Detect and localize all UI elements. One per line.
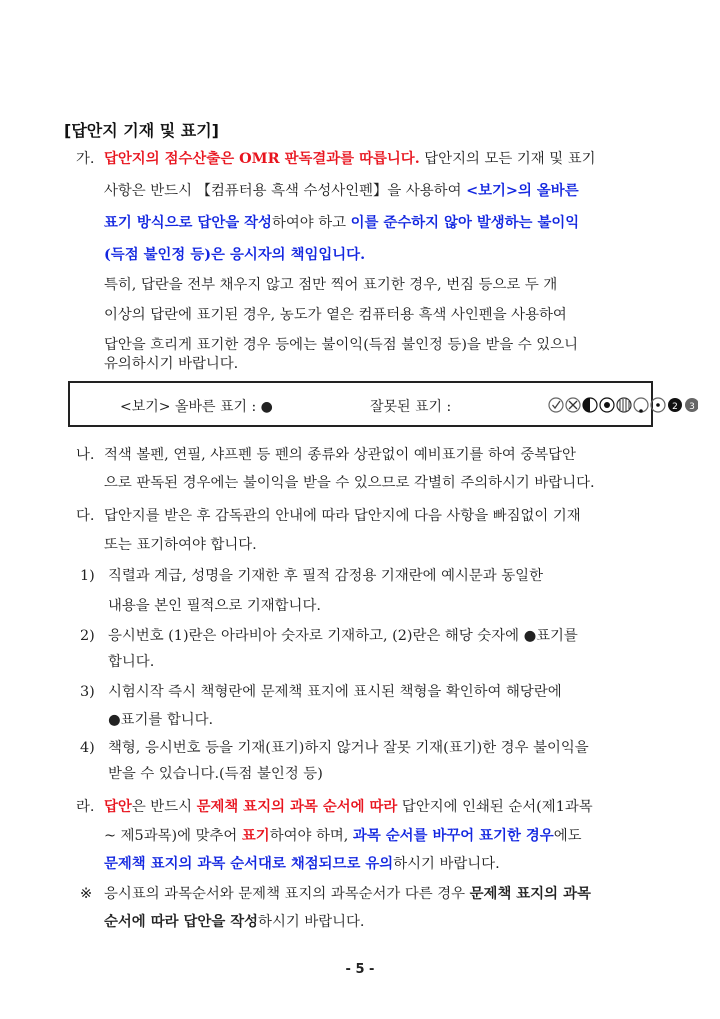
svg-text:3: 3 <box>689 402 695 412</box>
note-l1-text: 응시표의 과목순서와 문제책 표지의 과목순서가 다른 경우 <box>104 886 470 902</box>
ga-l3-highlight-a: 표기 방식으로 답안을 작성 <box>104 214 272 231</box>
ra-l2-text-a: ~ 제5과목)에 맞추어 <box>104 828 242 844</box>
ra-l1-highlight-a: 답안 <box>104 798 132 815</box>
da-item-3-line-2: ●표기를 합니다. <box>108 712 214 728</box>
ga-line-2 <box>104 181 579 201</box>
da-item-4-number: 4) <box>80 740 95 756</box>
na-line-1: 적색 볼펜, 연필, 샤프펜 등 펜의 종류와 상관없이 예비표기를 하여 중복답안 <box>104 447 576 463</box>
ra-marker: 라. <box>76 799 95 815</box>
ga-line-3 <box>104 213 579 233</box>
da-item-3-number: 3) <box>80 684 95 700</box>
ra-l2-highlight-b: 과목 순서를 바꾸어 표기한 경우 <box>352 827 554 844</box>
ga-l2-text: 사항은 반드시 【컴퓨터용 흑색 수성사인펜】을 사용하여 <box>104 183 467 199</box>
note-marker: ※ <box>80 886 93 902</box>
na-line-2: 으로 판독된 경우에는 불이익을 받을 수 있으므로 각별히 주의하시기 바랍니다. <box>104 475 595 491</box>
ra-l1-text-a: 은 반드시 <box>131 799 197 815</box>
ga-l3-highlight-b: 이를 준수하지 않아 발생하는 불이익 <box>350 214 580 231</box>
note-l2-bold: 순서에 따라 답안을 작성 <box>104 913 259 930</box>
ga-line-5: 특히, 답란을 전부 채우지 않고 점만 찍어 표기한 경우, 번짐 등으로 두 개 <box>104 277 558 293</box>
ga-l1-highlight: 답안지의 점수산출은 OMR 판독결과를 따릅니다. <box>104 150 420 167</box>
ga-line-7: 답안을 흐리게 표기한 경우 등에는 불이익(득점 불인정 등)을 받을 수 있으니 <box>104 337 579 353</box>
correct-mark-label: <보기> 올바른 표기 : ● <box>120 399 273 415</box>
marking-example-box <box>68 381 695 427</box>
svg-text:2: 2 <box>672 402 678 412</box>
ra-l2-text-c: 에도 <box>553 828 582 844</box>
ra-l3-highlight: 문제책 표지의 과목 순서대로 채점되므로 유의 <box>104 855 394 872</box>
note-line-1 <box>104 884 591 904</box>
ra-l3-text: 하시기 바랍니다. <box>393 856 500 872</box>
da-line-1: 답안지를 받은 후 감독관의 안내에 따라 답안지에 다음 사항을 빠짐없이 기재 <box>104 508 581 524</box>
ga-line-6: 이상의 답란에 표기된 경우, 농도가 옅은 컴퓨터용 흑색 사인펜을 사용하여 <box>104 307 567 323</box>
ra-l1-text-b: 답안지에 인쇄된 순서(제1과목 <box>397 799 593 815</box>
da-item-4-line-2: 받을 수 있습니다.(득점 불인정 등) <box>108 766 323 782</box>
da-item-4-line-1: 책형, 응시번호 등을 기재(표기)하지 않거나 잘못 기재(표기)한 경우 불이익을 <box>108 740 589 756</box>
da-item-2-number: 2) <box>80 628 95 644</box>
wrong-mark-label: 잘못된 표기 : <box>370 399 452 415</box>
ga-line-8: 유의하시기 바랍니다. <box>104 356 239 372</box>
da-item-2-line-1: 응시번호 (1)란은 아라비아 숫자로 기재하고, (2)란은 해당 숫자에 ●표기를 <box>108 628 578 644</box>
ga-line-1 <box>104 149 596 169</box>
wrong-marks-icon <box>548 395 698 415</box>
note-line-2 <box>104 912 365 932</box>
ga-l2-highlight: <보기>의 올바른 <box>466 182 579 199</box>
ga-l1-text: 답안지의 모든 기재 및 표기 <box>419 151 596 167</box>
na-marker: 나. <box>76 447 95 463</box>
ga-l3-text: 하여야 하고 <box>271 215 351 231</box>
ra-line-3 <box>104 854 500 874</box>
ra-l1-highlight-b: 문제책 표지의 과목 순서에 따라 <box>196 798 398 815</box>
da-item-2-line-2: 합니다. <box>108 654 155 670</box>
ra-l2-highlight-a: 표기 <box>241 827 270 844</box>
da-item-1-line-2: 내용을 본인 필적으로 기재합니다. <box>108 598 321 614</box>
da-item-1-line-1: 직렬과 계급, 성명을 기재한 후 필적 감정용 기재란에 예시문과 동일한 <box>108 568 543 584</box>
ga-line-4: (득점 불인정 등)은 응시자의 책임입니다. <box>104 246 366 263</box>
ra-line-2 <box>104 826 582 846</box>
ra-line-1 <box>104 797 593 817</box>
ga-marker: 가. <box>76 151 95 167</box>
da-item-1-number: 1) <box>80 568 95 584</box>
page-number: - 5 - <box>345 962 375 977</box>
da-marker: 다. <box>76 508 95 524</box>
note-l1-bold: 문제책 표지의 과목 <box>469 885 591 902</box>
note-l2-text: 하시기 바랍니다. <box>258 914 365 930</box>
section-title: [답안지 기재 및 표기] <box>64 121 219 140</box>
da-line-2: 또는 표기하여야 합니다. <box>104 537 257 553</box>
ra-l2-text-b: 하여야 하며, <box>269 828 353 844</box>
da-item-3-line-1: 시험시작 즉시 책형란에 문제책 표지에 표시된 책형을 확인하여 해당란에 <box>108 684 562 700</box>
